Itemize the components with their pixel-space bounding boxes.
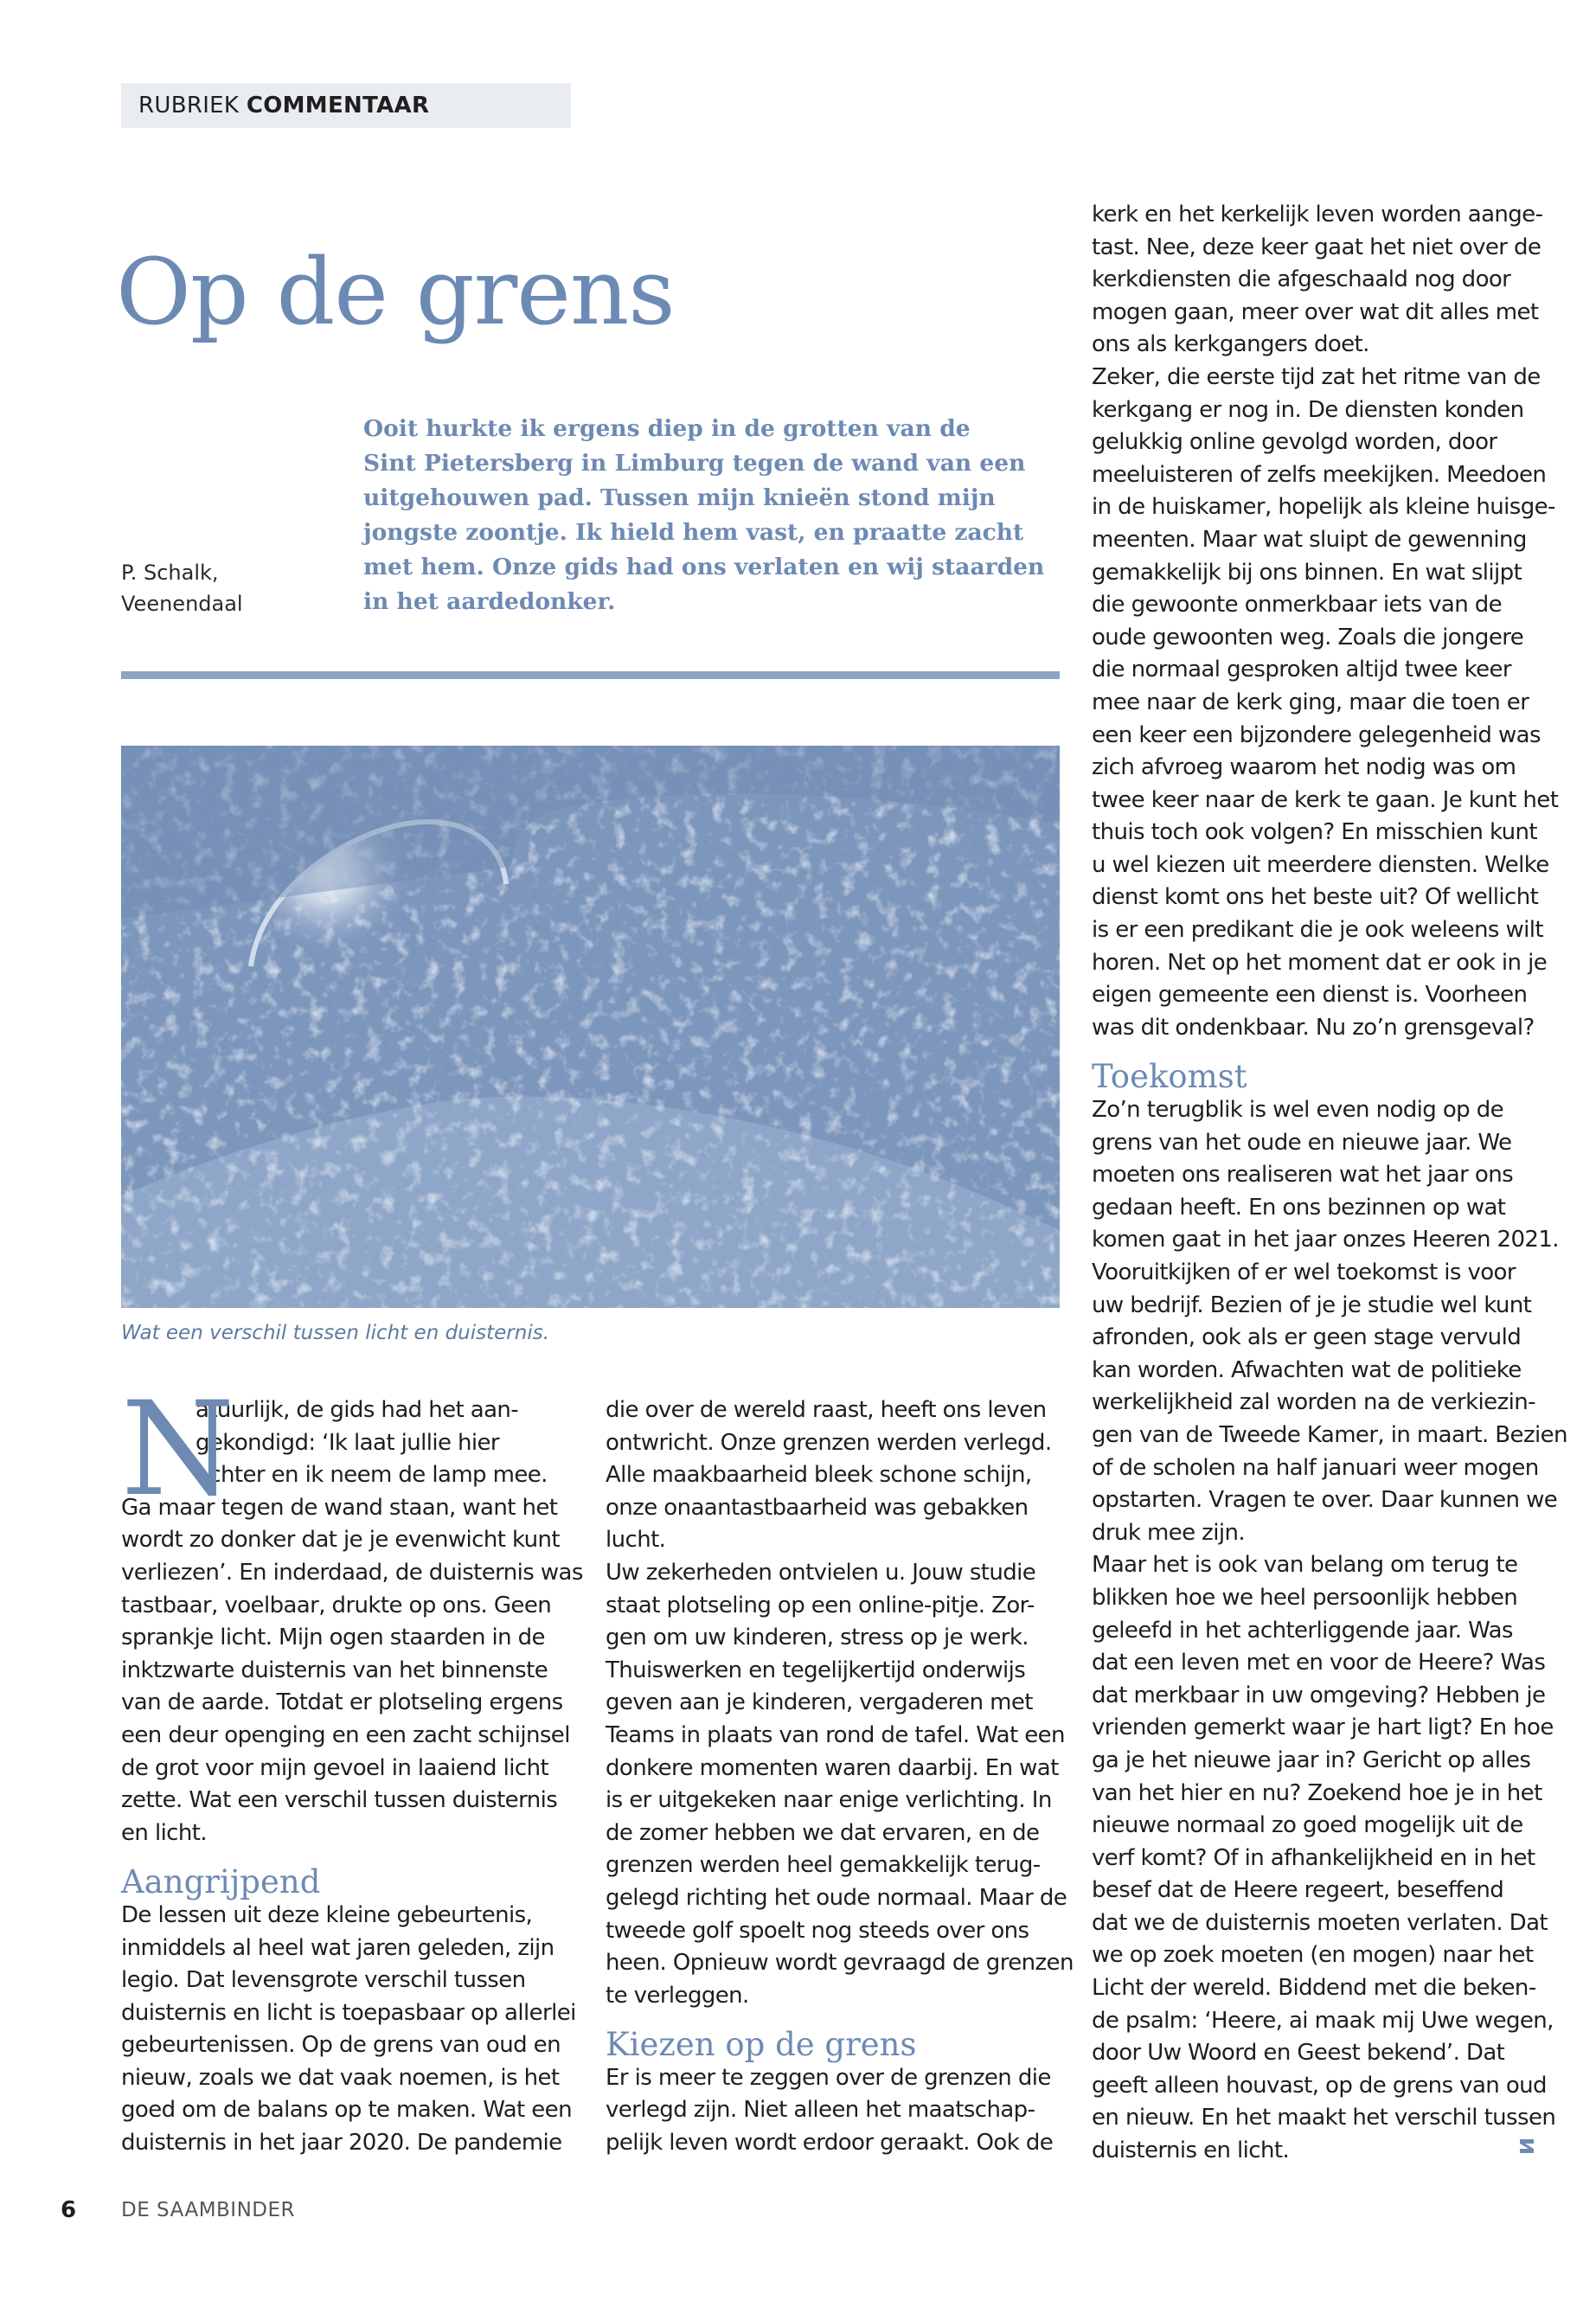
body-line: atuurlijk, de gids had het aan- (195, 1397, 519, 1423)
body-line: duisternis en licht is toepasbaar op allerlei (121, 1999, 576, 2026)
body-line: nieuwe normaal zo goed mogelijk uit de (1092, 1812, 1523, 1839)
body-line: ontwricht. Onze grenzen werden verlegd. (606, 1429, 1052, 1456)
body-line: is er een predikant die je ook weleens wilt (1092, 917, 1544, 944)
intro-line: uitgehouwen pad. Tussen mijn knieën stond mijn (363, 484, 996, 511)
article-column-1 (121, 1375, 583, 2160)
body-line: Uw zekerheden ontvielen u. Jouw studie (606, 1559, 1036, 1586)
body-line: een keer een bijzondere gelegenheid was (1092, 721, 1541, 748)
body-line: twee keer naar de kerk te gaan. Je kunt het (1092, 786, 1559, 813)
body-line: of de scholen na half januari weer mogen (1092, 1454, 1539, 1481)
body-line: gelukkig online gevolgd worden, door (1092, 429, 1497, 456)
body-line: komen gaat in het jaar onzes Heeren 2021. (1092, 1227, 1559, 1253)
body-line: de psalm: ‘Heere, ai maak mij Uwe wegen, (1092, 2007, 1554, 2034)
body-line: achter en ik neem de lamp mee. (195, 1462, 548, 1489)
body-line: te verleggen. (606, 1982, 749, 2009)
intro-line: in het aardedonker. (363, 588, 616, 615)
section-heading-toekomst: Toekomst (1092, 1058, 1247, 1096)
body-line: gen van de Tweede Kamer, in maart. Bezien (1092, 1421, 1567, 1448)
intro-line: met hem. Onze gids had ons verlaten en wij staarden (363, 554, 1045, 580)
page-number: 6 (61, 2197, 77, 2223)
body-line: uw bedrijf. Bezien of je je studie wel kunt (1092, 1292, 1532, 1318)
body-line: sprankje licht. Mijn ogen staarden in de (121, 1625, 545, 1651)
author-name: P. Schalk, (121, 561, 219, 585)
body-line: inktzwarte duisternis van het binnenste (121, 1657, 548, 1683)
body-line: en nieuw. En het maakt het verschil tussen (1092, 2105, 1556, 2131)
body-line: u wel kiezen uit meerdere diensten. Welke (1092, 851, 1549, 878)
body-line: onze onaantastbaarheid was gebakken (606, 1494, 1029, 1521)
article-title: Op de grens (116, 239, 675, 345)
body-line: geeft alleen houvast, op de grens van oud (1092, 2072, 1547, 2099)
body-line: een deur openging en een zacht schijnsel (121, 1721, 570, 1748)
body-line: Vooruitkijken of er wel toekomst is voor (1092, 1259, 1516, 1285)
body-line: gedaan heeft. En ons bezinnen op wat (1092, 1194, 1506, 1221)
body-line: gemakkelijk bij ons binnen. En wat slijpt (1092, 559, 1522, 586)
body-line: verlegd zijn. Niet alleen het maatschap- (606, 2097, 1035, 2124)
rubric-prefix: RUBRIEK (138, 93, 240, 119)
body-line: was dit ondenkbaar. Nu zo’n grensgeval? (1092, 1014, 1535, 1041)
intro-lead (363, 412, 1064, 619)
body-line: Maar het is ook van belang om terug te (1092, 1552, 1518, 1579)
body-line: besef dat de Heere regeert, beseffend (1092, 1877, 1504, 1904)
body-line: staat plotseling op een online-pitje. Zor- (606, 1592, 1035, 1618)
body-line: tweede golf spoelt nog steeds over ons (606, 1917, 1029, 1944)
body-line: werkelijkheid zal worden na de verkiezin- (1092, 1389, 1535, 1416)
body-line: gebeurtenissen. Op de grens van oud en (121, 2032, 561, 2059)
body-line: Ga maar tegen de wand staan, want het (121, 1494, 558, 1521)
body-line: nieuw, zoals we dat vaak noemen, is het (121, 2064, 560, 2091)
body-line: Licht der wereld. Biddend met die beken- (1092, 1975, 1536, 2002)
body-line: druk mee zijn. (1092, 1519, 1246, 1546)
body-line: ons als kerkgangers doet. (1092, 331, 1369, 358)
body-line: gen om uw kinderen, stress op je werk. (606, 1625, 1029, 1651)
body-line: grens van het oude en nieuwe jaar. We (1092, 1129, 1512, 1156)
body-line: heen. Opnieuw wordt gevraagd de grenzen (606, 1950, 1074, 1977)
body-line: Teams in plaats van rond de tafel. Wat een (606, 1721, 1065, 1748)
section-heading-kiezen: Kiezen op de grens (606, 2026, 917, 2064)
body-line: grenzen werden heel gemakkelijk terug- (606, 1852, 1041, 1879)
body-line: van de aarde. Totdat er plotseling ergens (121, 1689, 563, 1716)
body-line: De lessen uit deze kleine gebeurtenis, (121, 1901, 533, 1928)
body-line: kerkdiensten die afgeschaald nog door (1092, 266, 1511, 293)
body-line: oude gewoonten weg. Zoals die jongere (1092, 624, 1524, 651)
body-line: blikken hoe we heel persoonlijk hebben (1092, 1584, 1518, 1611)
body-line: moeten ons realiseren wat het jaar ons (1092, 1162, 1514, 1189)
body-line: kerkgang er nog in. De diensten konden (1092, 396, 1524, 423)
body-line: pelijk leven wordt erdoor geraakt. Ook de (606, 2130, 1054, 2157)
body-line: dat een leven met en voor de Heere? Was (1092, 1650, 1546, 1676)
body-line: donkere momenten waren daarbij. En wat (606, 1754, 1059, 1781)
body-line: mogen gaan, meer over wat dit alles met (1092, 298, 1539, 325)
intro-line: Ooit hurkte ik ergens diep in de grotten van de (363, 415, 971, 442)
body-line: Thuiswerken en tegelijkertijd onderwijs (606, 1657, 1026, 1683)
body-line: we op zoek moeten (en mogen) naar het (1092, 1942, 1534, 1969)
body-line: kan worden. Afwachten wat de politieke (1092, 1356, 1522, 1383)
article-column-2 (606, 1394, 1074, 2160)
body-line: Er is meer te zeggen over de grenzen die (606, 2064, 1051, 2091)
drop-cap: N (121, 1375, 234, 1525)
body-line: de zomer hebben we dat ervaren, en de (606, 1819, 1040, 1846)
body-line: de grot voor mijn gevoel in laaiend licht (121, 1754, 549, 1781)
body-line: tast. Nee, deze keer gaat het niet over de (1092, 234, 1542, 260)
intro-line: jongste zoontje. Ik hield hem vast, en praatte zacht (363, 519, 1024, 546)
body-line: kerk en het kerkelijk leven worden aange- (1092, 202, 1543, 228)
body-line: opstarten. Vragen te over. Daar kunnen we (1092, 1487, 1558, 1514)
body-line: dienst komt ons het beste uit? Of wellicht (1092, 884, 1539, 911)
body-line: gelegd richting het oude normaal. Maar de (606, 1884, 1067, 1911)
body-line: thuis toch ook volgen? En misschien kunt (1092, 819, 1537, 846)
body-line: meeluisteren of zelfs meekijken. Meedoen (1092, 461, 1547, 488)
end-mark-icon (1517, 2137, 1536, 2156)
magazine-name: DE SAAMBINDER (121, 2199, 296, 2221)
body-line: duisternis in het jaar 2020. De pandemie (121, 2130, 562, 2157)
body-line: zich afvroeg waarom het nodig was om (1092, 754, 1516, 781)
body-line: lucht. (606, 1527, 666, 1554)
body-line: horen. Net op het moment dat er ook in je (1092, 949, 1548, 976)
body-line: en licht. (121, 1819, 208, 1846)
author-place: Veenendaal (121, 592, 243, 616)
cave-photo (121, 746, 1060, 1308)
body-line: door Uw Woord en Geest bekend’. Dat (1092, 2040, 1505, 2067)
body-line: die over de wereld raast, heeft ons leven (606, 1397, 1047, 1423)
body-line: is er uitgekeken naar enige verlichting. In (606, 1787, 1052, 1814)
body-line: meenten. Maar wat sluipt de gewenning (1092, 526, 1527, 553)
body-line: Alle maakbaarheid bleek schone schijn, (606, 1462, 1032, 1489)
body-line: inmiddels al heel wat jaren geleden, zijn (121, 1934, 554, 1961)
body-line: eigen gemeente een dienst is. Voorheen (1092, 982, 1528, 1009)
body-line: in de huiskamer, hopelijk als kleine huisge- (1092, 494, 1555, 521)
rubric-name: COMMENTAAR (246, 93, 430, 119)
photo-caption: Wat een verschil tussen licht en duisternis. (121, 1322, 550, 1344)
body-line: wordt zo donker dat je je evenwicht kunt (121, 1527, 561, 1554)
body-line: die normaal gesproken altijd twee keer (1092, 657, 1512, 683)
body-line: Zeker, die eerste tijd zat het ritme van de (1092, 363, 1541, 390)
body-line: vrienden gemerkt waar je hart ligt? En hoe (1092, 1715, 1554, 1741)
body-line: verf komt? Of in afhankelijkheid en in het (1092, 1844, 1535, 1871)
body-line: Zo’n terugblik is wel even nodig op de (1092, 1097, 1504, 1124)
body-line: tastbaar, voelbaar, drukte op ons. Geen (121, 1592, 552, 1618)
intro-line: Sint Pietersberg in Limburg tegen de wand van een (363, 450, 1026, 477)
body-line: afronden, ook als er geen stage vervuld (1092, 1324, 1522, 1351)
body-line: geven aan je kinderen, vergaderen met (606, 1689, 1033, 1716)
body-line: mee naar de kerk ging, maar die toen er (1092, 689, 1529, 715)
body-line: dat we de duisternis moeten verlaten. Dat (1092, 1909, 1548, 1936)
body-line: van het hier en nu? Zoekend hoe je in het (1092, 1779, 1542, 1806)
body-line: dat merkbaar in uw omgeving? Hebben je (1092, 1682, 1546, 1708)
body-line: goed om de balans op te maken. Wat een (121, 2097, 572, 2124)
body-line: duisternis en licht. (1092, 2138, 1290, 2164)
body-line: die gewoonte onmerkbaar iets van de (1092, 592, 1503, 619)
body-line: zette. Wat een verschil tussen duisternis (121, 1787, 558, 1814)
body-line: ga je het nieuwe jaar in? Gericht op alles (1092, 1747, 1531, 1773)
article-column-3 (1092, 199, 1567, 2168)
rubric-label (121, 83, 571, 128)
divider-rule (121, 671, 1060, 679)
body-line: verliezen’. En inderdaad, de duisternis was (121, 1559, 583, 1586)
author-byline (121, 557, 260, 619)
body-line: geleefd in het achterliggende jaar. Was (1092, 1617, 1513, 1644)
body-line: legio. Dat levensgrote verschil tussen (121, 1967, 526, 1994)
section-heading-aangrijpend: Aangrijpend (121, 1863, 321, 1901)
body-line: gekondigd: ‘Ik laat jullie hier (195, 1429, 499, 1456)
